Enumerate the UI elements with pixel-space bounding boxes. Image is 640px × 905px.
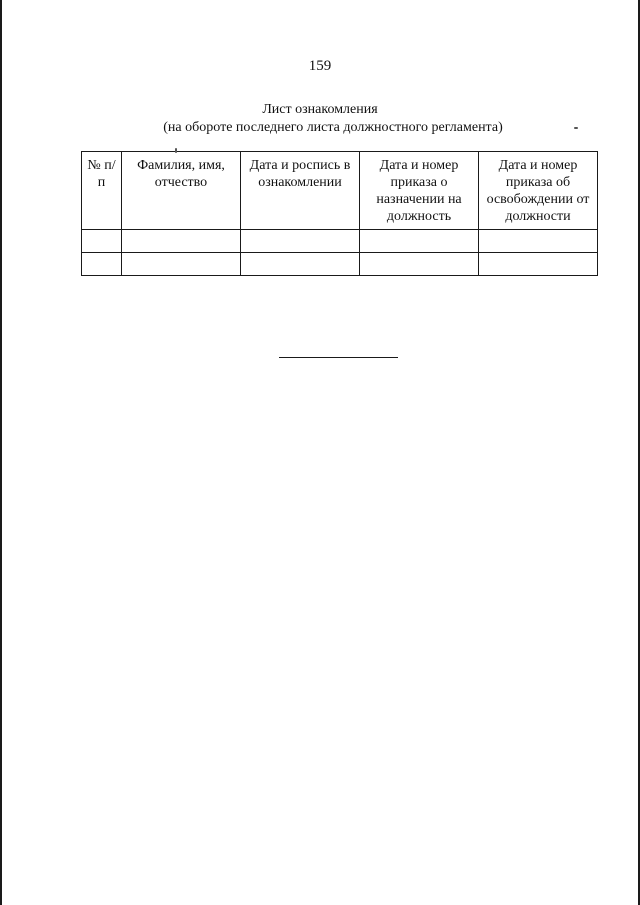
table-cell[interactable] — [479, 230, 598, 253]
end-rule-line — [279, 357, 398, 358]
column-header-dismissal-order: Дата и номер приказа об освобождении от должности — [479, 152, 598, 230]
subtitle-line: (на обороте последнего листа должностного регламента) — [163, 120, 503, 135]
table-cell[interactable] — [122, 230, 241, 253]
column-header-number: № п/п — [82, 152, 122, 230]
document-title — [0, 101, 640, 137]
table-row — [82, 253, 598, 276]
table-cell[interactable] — [82, 230, 122, 253]
table-cell[interactable] — [241, 253, 360, 276]
acknowledgment-table — [81, 151, 598, 276]
scan-speck — [175, 148, 177, 153]
column-header-signature-date: Дата и роспись в ознакомлении — [241, 152, 360, 230]
table-cell[interactable] — [360, 230, 479, 253]
table-cell[interactable] — [82, 253, 122, 276]
table-cell[interactable] — [122, 253, 241, 276]
table-header-row — [82, 152, 598, 230]
page-number: 159 — [308, 58, 332, 74]
scan-speck — [574, 127, 578, 129]
column-header-full-name: Фамилия, имя, отчество — [122, 152, 241, 230]
column-header-appointment-order: Дата и номер приказа о назначении на должность — [360, 152, 479, 230]
table-cell[interactable] — [241, 230, 360, 253]
table-cell[interactable] — [360, 253, 479, 276]
table-cell[interactable] — [479, 253, 598, 276]
table-row — [82, 230, 598, 253]
title-line: Лист ознакомления — [262, 102, 378, 117]
